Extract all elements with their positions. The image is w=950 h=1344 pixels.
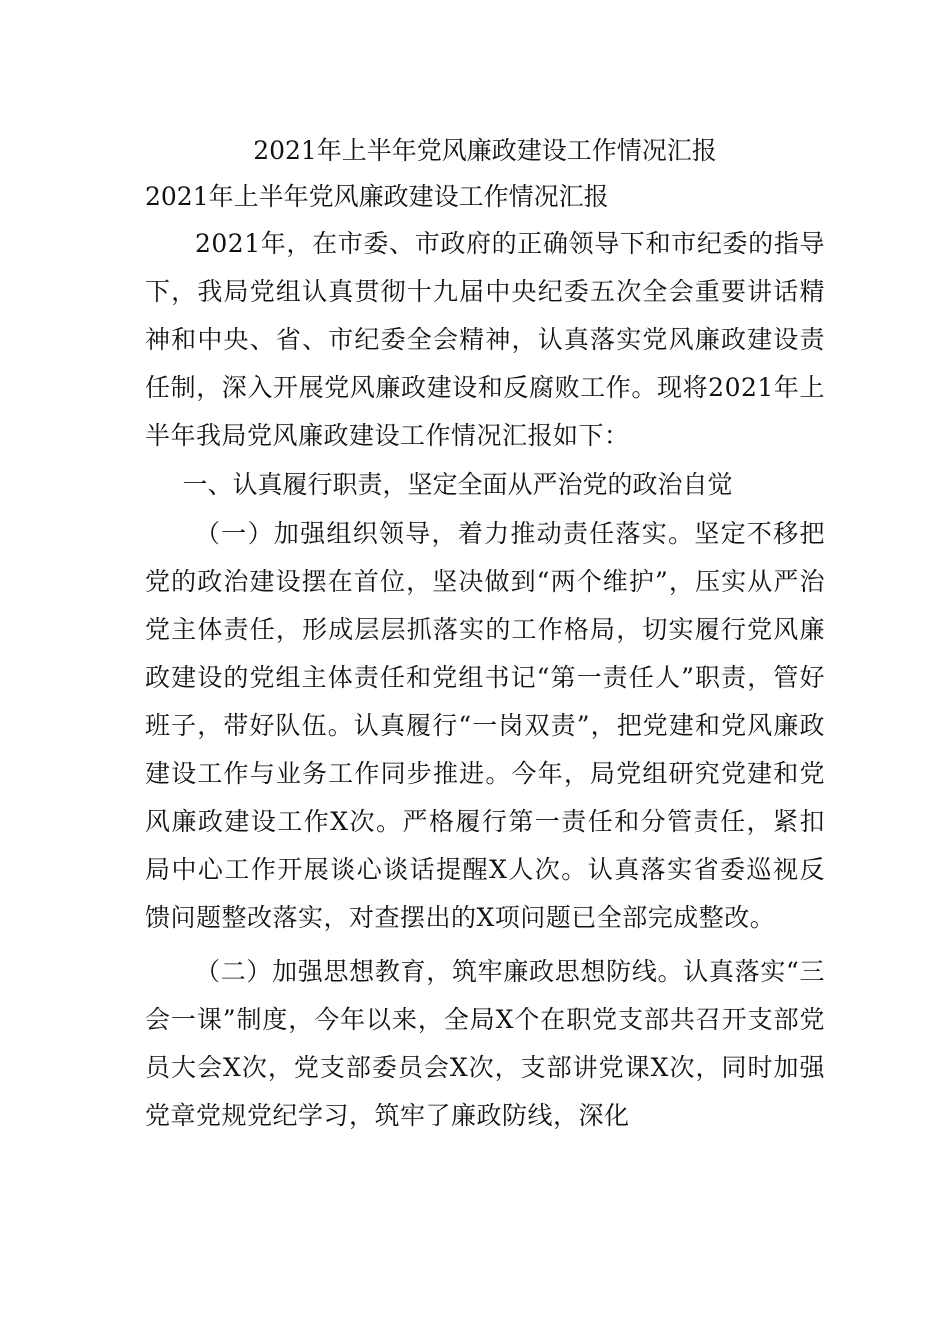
section-heading-1: 一、认真履行职责，坚定全面从严治党的政治自觉 xyxy=(182,470,733,499)
document-page xyxy=(145,128,825,1140)
section-1-item-1-paragraph: （一）加强组织领导，着力推动责任落实。坚定不移把党的政治建设摆在首位，坚决做到“两个维护”，压实从严治党主体责任，形成层层抓落实的工作格局，切实履行党风廉政建设的党组主体责任和党组书记“第一责任人”职责，管好班子，带好队伍。认真履行“一岗双责”，把党建和党风廉政建设工作与业务工作同步推进。今年，局党组研究党建和党风廉政建设工作X次。严格履行第一责任和分管责任，紧扣局中心工作开展谈心谈话提醒X人次。认真落实省委巡视反馈问题整改落实，对查摆出的X项问题已全部完成整改。 xyxy=(145,519,825,932)
intro-paragraph: 2021年，在市委、市政府的正确领导下和市纪委的指导下，我局党组认真贯彻十九届中央纪委五次全会重要讲话精神和中央、省、市纪委全会精神，认真落实党风廉政建设责任制，深入开展党风廉政建设和反腐败工作。现将2021年上半年我局党风廉政建设工作情况汇报如下： xyxy=(145,229,825,450)
document-subtitle: 2021年上半年党风廉政建设工作情况汇报 xyxy=(145,182,609,211)
section-1-item-2-paragraph: （二）加强思想教育，筑牢廉政思想防线。认真落实“三会一课”制度，今年以来，全局X个在职党支部共召开支部党员大会X次，党支部委员会X次，支部讲党课X次，同时加强党章党规党纪学习，筑牢了廉政防线，深化 xyxy=(145,957,825,1130)
document-title: 2021年上半年党风廉政建设工作情况汇报 xyxy=(253,136,717,165)
